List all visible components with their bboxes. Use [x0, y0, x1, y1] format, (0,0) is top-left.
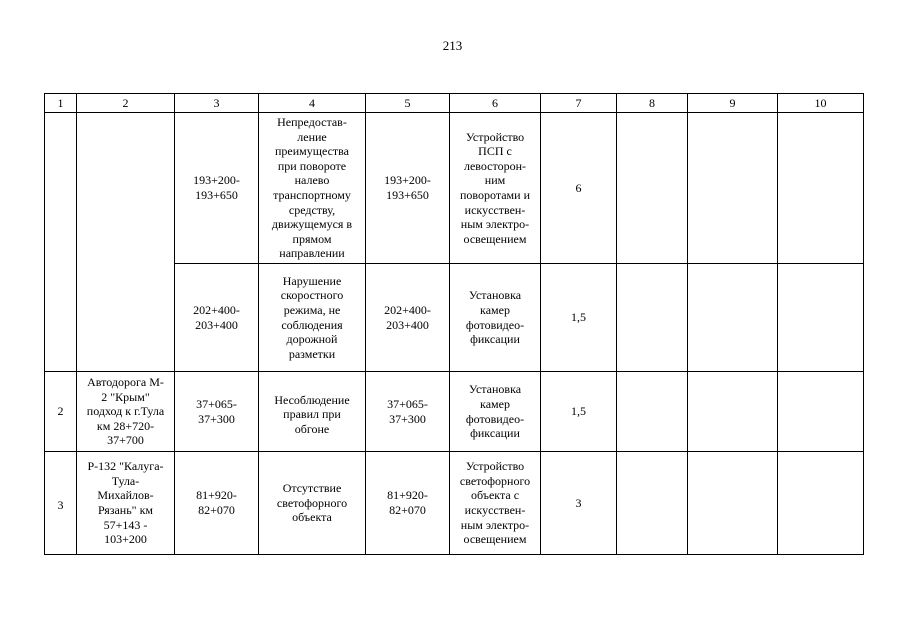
section-cell: 193+200- 193+650	[175, 113, 259, 264]
header-cell: 10	[778, 94, 864, 113]
section-cell: 37+065- 37+300	[175, 372, 259, 452]
row-number-cell	[45, 113, 77, 372]
location-cell: 202+400- 203+400	[366, 264, 450, 372]
section-cell: 202+400- 203+400	[175, 264, 259, 372]
empty-cell	[688, 372, 778, 452]
measure-cell: Устройство светофорного объекта с искусствен- ным электро- освещением	[450, 452, 541, 555]
empty-cell	[688, 452, 778, 555]
measure-cell: Установка камер фотовидео- фиксации	[450, 264, 541, 372]
header-cell: 2	[77, 94, 175, 113]
road-cell: Автодорога М- 2 "Крым" подход к г.Тула км 28+720- 37+700	[77, 372, 175, 452]
empty-cell	[778, 452, 864, 555]
table-row	[45, 113, 864, 264]
empty-cell	[688, 264, 778, 372]
header-cell: 6	[450, 94, 541, 113]
measure-cell: Установка камер фотовидео- фиксации	[450, 372, 541, 452]
empty-cell	[617, 372, 688, 452]
header-cell: 5	[366, 94, 450, 113]
empty-cell	[617, 452, 688, 555]
data-table	[44, 93, 864, 555]
header-cell: 4	[259, 94, 366, 113]
issue-cell: Непредостав- ление преимущества при повороте налево транспортному средству, движущемуся в прямом направлении	[259, 113, 366, 264]
row-number-cell: 2	[45, 372, 77, 452]
issue-cell: Несоблюдение правил при обгоне	[259, 372, 366, 452]
table-row	[45, 372, 864, 452]
location-cell: 37+065- 37+300	[366, 372, 450, 452]
issue-cell: Нарушение скоростного режима, не соблюдения дорожной разметки	[259, 264, 366, 372]
row-number-cell: 3	[45, 452, 77, 555]
section-cell: 81+920- 82+070	[175, 452, 259, 555]
value-cell: 1,5	[541, 264, 617, 372]
value-cell: 6	[541, 113, 617, 264]
measure-cell: Устройство ПСП с левосторон- ним поворотами и искусствен- ным электро- освещением	[450, 113, 541, 264]
value-cell: 3	[541, 452, 617, 555]
empty-cell	[778, 113, 864, 264]
header-row	[45, 94, 864, 113]
issue-cell: Отсутствие светофорного объекта	[259, 452, 366, 555]
location-cell: 81+920- 82+070	[366, 452, 450, 555]
header-cell: 7	[541, 94, 617, 113]
road-cell: Р-132 "Калуга- Тула- Михайлов- Рязань" км 57+143 - 103+200	[77, 452, 175, 555]
header-cell: 9	[688, 94, 778, 113]
header-cell: 1	[45, 94, 77, 113]
empty-cell	[617, 264, 688, 372]
value-cell: 1,5	[541, 372, 617, 452]
empty-cell	[778, 264, 864, 372]
road-cell	[77, 113, 175, 372]
page-number: 213	[442, 38, 463, 53]
empty-cell	[617, 113, 688, 264]
table-row	[45, 452, 864, 555]
empty-cell	[688, 113, 778, 264]
empty-cell	[778, 372, 864, 452]
location-cell: 193+200- 193+650	[366, 113, 450, 264]
header-cell: 8	[617, 94, 688, 113]
header-cell: 3	[175, 94, 259, 113]
